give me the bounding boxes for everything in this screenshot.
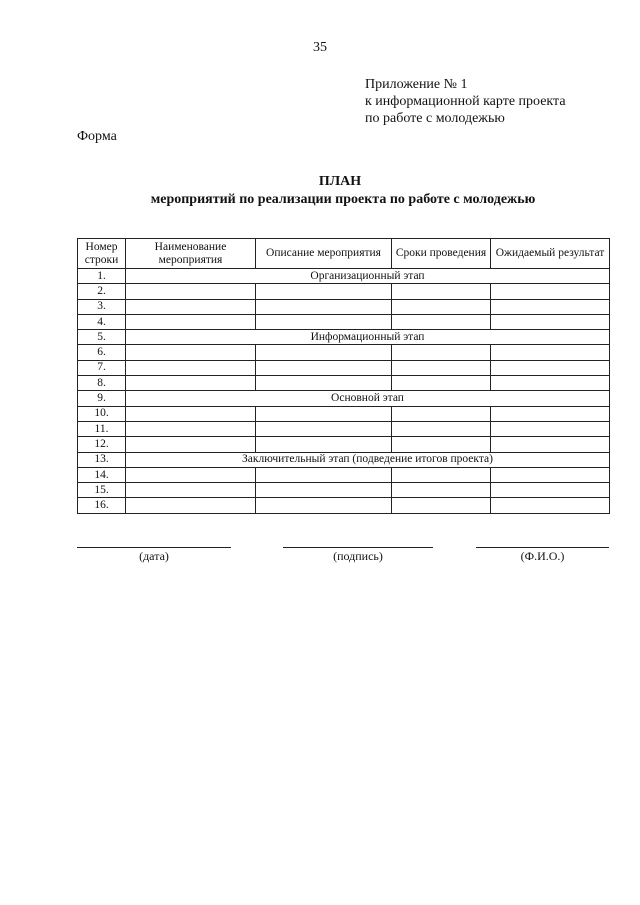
row-number-cell: 1. xyxy=(78,269,126,284)
table-row xyxy=(78,467,610,482)
row-number-cell: 9. xyxy=(78,391,126,406)
table-body xyxy=(78,269,610,514)
dates-cell xyxy=(392,345,491,360)
event-name-cell xyxy=(126,299,256,314)
event-name-cell xyxy=(126,421,256,436)
signature-label: (подпись) xyxy=(333,549,383,563)
row-number-cell: 3. xyxy=(78,299,126,314)
expected-result-cell xyxy=(491,284,610,299)
event-name-cell xyxy=(126,437,256,452)
row-number-cell: 15. xyxy=(78,483,126,498)
table-header-row xyxy=(78,239,610,269)
page-number: 35 xyxy=(313,40,327,55)
row-number-cell: 10. xyxy=(78,406,126,421)
event-name-cell xyxy=(126,467,256,482)
expected-result-cell xyxy=(491,483,610,498)
row-number-cell: 7. xyxy=(78,360,126,375)
event-description-cell xyxy=(256,314,392,329)
row-number-cell: 14. xyxy=(78,467,126,482)
stage-cell: Информационный этап xyxy=(126,330,610,345)
dates-cell xyxy=(392,467,491,482)
appendix-line-3: по работе с молодежью xyxy=(365,111,505,126)
plan-subtitle: мероприятий по реализации проекта по работе с молодежью xyxy=(150,192,536,207)
row-number-cell: 2. xyxy=(78,284,126,299)
header-event-description: Описание мероприятия xyxy=(256,239,392,269)
row-number-cell: 11. xyxy=(78,421,126,436)
event-description-cell xyxy=(256,376,392,391)
expected-result-cell xyxy=(491,314,610,329)
date-line xyxy=(77,547,231,548)
table-row xyxy=(78,498,610,513)
dates-cell xyxy=(392,437,491,452)
event-description-cell xyxy=(256,421,392,436)
table-row xyxy=(78,437,610,452)
header-row-number: Номер строки xyxy=(78,239,126,269)
table-row xyxy=(78,314,610,329)
form-label: Форма xyxy=(77,129,117,144)
table-row xyxy=(78,284,610,299)
dates-cell xyxy=(392,483,491,498)
event-description-cell xyxy=(256,299,392,314)
row-number-cell: 12. xyxy=(78,437,126,452)
signature-line xyxy=(283,547,433,548)
expected-result-cell xyxy=(491,376,610,391)
dates-cell xyxy=(392,498,491,513)
event-description-cell xyxy=(256,467,392,482)
table-row xyxy=(78,269,610,284)
expected-result-cell xyxy=(491,421,610,436)
table-row xyxy=(78,360,610,375)
header-event-name: Наименование мероприятия xyxy=(126,239,256,269)
appendix-line-2: к информационной карте проекта xyxy=(365,94,566,109)
table-row xyxy=(78,345,610,360)
event-description-cell xyxy=(256,345,392,360)
event-name-cell xyxy=(126,483,256,498)
event-description-cell xyxy=(256,360,392,375)
row-number-cell: 16. xyxy=(78,498,126,513)
expected-result-cell xyxy=(491,345,610,360)
table-row xyxy=(78,391,610,406)
row-number-cell: 6. xyxy=(78,345,126,360)
event-description-cell xyxy=(256,406,392,421)
dates-cell xyxy=(392,360,491,375)
event-name-cell xyxy=(126,360,256,375)
event-name-cell xyxy=(126,314,256,329)
event-name-cell xyxy=(126,406,256,421)
appendix-note xyxy=(365,76,566,127)
dates-cell xyxy=(392,299,491,314)
table-row xyxy=(78,452,610,467)
event-name-cell xyxy=(126,284,256,299)
header-dates: Сроки проведения xyxy=(392,239,491,269)
row-number-cell: 5. xyxy=(78,330,126,345)
table-row xyxy=(78,421,610,436)
table-row xyxy=(78,376,610,391)
dates-cell xyxy=(392,314,491,329)
expected-result-cell xyxy=(491,498,610,513)
event-description-cell xyxy=(256,483,392,498)
expected-result-cell xyxy=(491,437,610,452)
table-row xyxy=(78,299,610,314)
row-number-cell: 8. xyxy=(78,376,126,391)
table-row xyxy=(78,483,610,498)
table-row xyxy=(78,406,610,421)
table-row xyxy=(78,330,610,345)
event-name-cell xyxy=(126,345,256,360)
expected-result-cell xyxy=(491,360,610,375)
event-name-cell xyxy=(126,376,256,391)
plan-title: ПЛАН xyxy=(318,174,362,189)
dates-cell xyxy=(392,421,491,436)
stage-cell: Организационный этап xyxy=(126,269,610,284)
row-number-cell: 13. xyxy=(78,452,126,467)
row-number-cell: 4. xyxy=(78,314,126,329)
name-line xyxy=(476,547,609,548)
date-label: (дата) xyxy=(139,549,169,563)
event-description-cell xyxy=(256,437,392,452)
expected-result-cell xyxy=(491,467,610,482)
appendix-line-1: Приложение № 1 xyxy=(365,77,468,92)
stage-cell: Основной этап xyxy=(126,391,610,406)
header-expected-result: Ожидаемый результат xyxy=(491,239,610,269)
event-description-cell xyxy=(256,284,392,299)
dates-cell xyxy=(392,406,491,421)
expected-result-cell xyxy=(491,299,610,314)
dates-cell xyxy=(392,284,491,299)
expected-result-cell xyxy=(491,406,610,421)
stage-cell: Заключительный этап (подведение итогов проекта) xyxy=(126,452,610,467)
plan-table xyxy=(77,238,610,514)
name-label: (Ф.И.О.) xyxy=(520,549,565,563)
event-description-cell xyxy=(256,498,392,513)
event-name-cell xyxy=(126,498,256,513)
dates-cell xyxy=(392,376,491,391)
